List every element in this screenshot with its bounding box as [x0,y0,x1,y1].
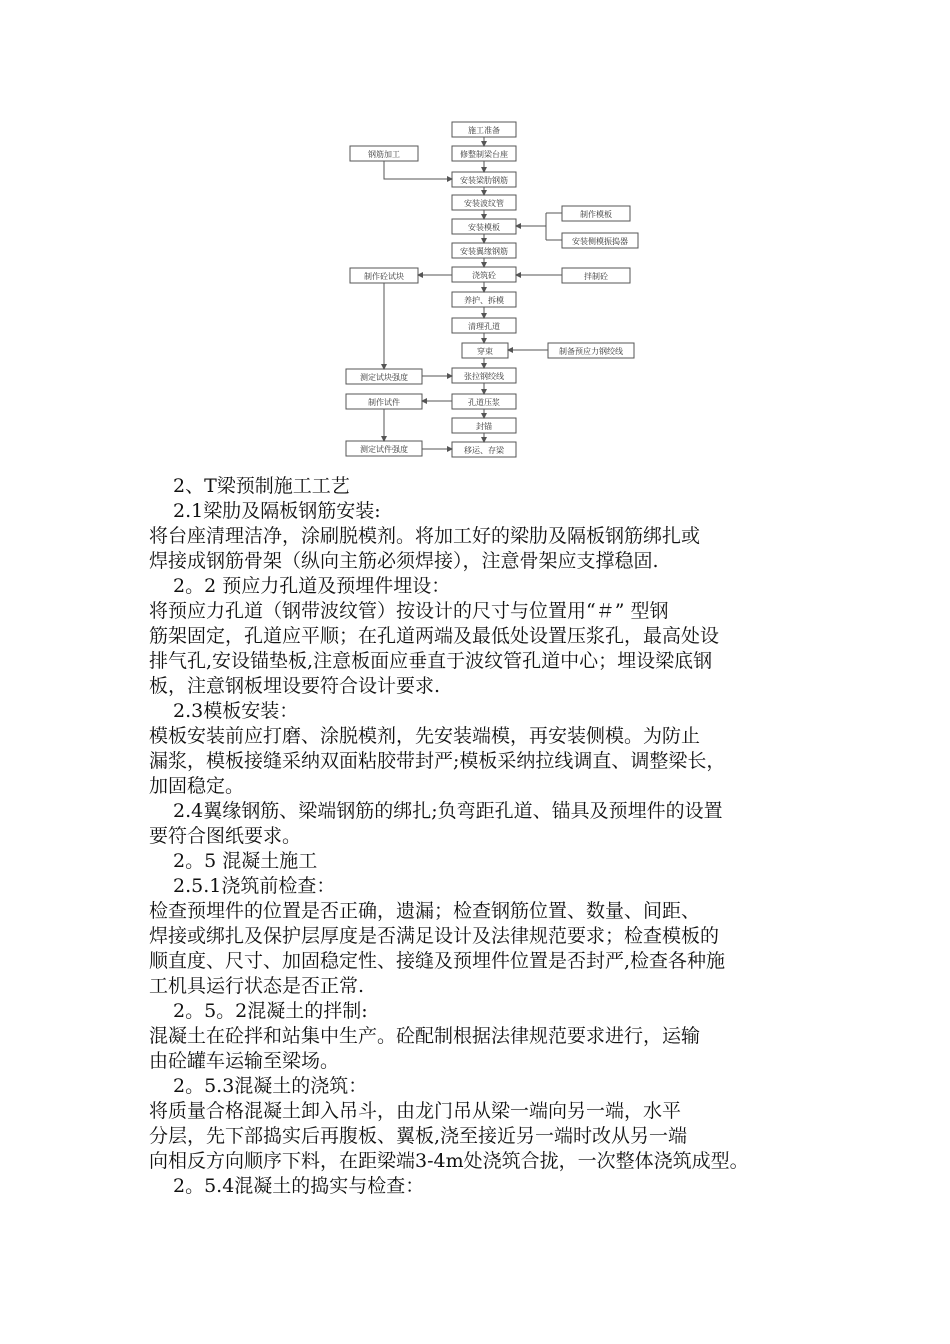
paragraph-line: 模板安装前应打磨、涂脱模剂，先安装端模，再安装侧模。为防止 [149,725,701,747]
paragraph-line: 将台座清理洁净，涂刷脱模剂。将加工好的梁肋及隔板钢筋绑扎或 [149,525,701,547]
right-node-3: 拌制砼 [584,272,608,281]
flow-node-12: 孔道压浆 [468,398,500,407]
document-body [149,474,813,1199]
paragraph-line: 检查预埋件的位置是否正确，遗漏；检查钢筋位置、数量、间距、 [149,900,701,922]
right-node-4: 制备预应力钢绞线 [559,347,623,356]
paragraph-line: 焊接成钢筋骨架（纵向主筋必须焊接），注意骨架应支撑稳固. [149,550,659,572]
right-process-column [548,206,638,358]
paragraph-line: 混凝土在砼拌和站集中生产。砼配制根据法律规范要求进行，运输 [149,1025,701,1047]
subsection-heading: 2.1梁肋及隔板钢筋安装: [173,500,381,522]
paragraph-line: 工机具运行状态是否正常. [149,975,365,997]
paragraph-line: 要符合图纸要求。 [149,825,302,847]
subsection-heading: 2。2 预应力孔道及预埋件埋设： [173,575,451,597]
right-node-2: 安装侧模振捣器 [572,237,628,246]
left-node-1: 钢筋加工 [368,150,400,159]
construction-flowchart [0,0,950,470]
paragraph-line: 加固稳定。 [149,775,245,797]
paragraph-line: 筋架固定，孔道应平顺；在孔道两端及最低处设置压浆孔，最高处设 [149,625,720,647]
subsection-heading: 2。5.3混凝土的浇筑： [173,1075,368,1097]
paragraph-line: 板，注意钢板埋设要符合设计要求. [149,675,441,697]
subsection-heading: 2。5。2混凝土的拌制: [173,1000,368,1022]
flow-node-6: 安装翼缘钢筋 [460,247,508,256]
subsection-heading: 2。5.4混凝土的捣实与检查： [173,1175,425,1197]
flow-node-11: 张拉钢绞线 [464,372,504,381]
flow-node-13: 封锚 [476,422,492,431]
paragraph-line: 焊接或绑扎及保护层厚度是否满足设计及法律规范要求；检查模板的 [149,925,720,947]
flow-node-5: 安装模板 [468,223,500,232]
paragraph-line: 将质量合格混凝土卸入吊斗，由龙门吊从梁一端向另一端，水平 [149,1100,682,1122]
subsection-heading: 2.5.1浇筑前检查： [173,875,336,897]
subsection-heading: 2。5 混凝土施工 [173,850,318,872]
left-node-2: 制作砼试块 [364,272,404,281]
flow-node-10: 穿束 [477,347,493,356]
subsection-heading: 2.4翼缘钢筋、梁端钢筋的绑扎;负弯距孔道、锚具及预埋件的设置 [173,800,723,822]
subsection-heading: 2.3模板安装： [173,700,299,722]
paragraph-line: 分层，先下部捣实后再腹板、翼板,浇至接近另一端时改从另一端 [149,1125,688,1147]
flow-node-9: 清理孔道 [468,322,500,331]
paragraph-line: 顺直度、尺寸、加固稳定性、接缝及预埋件位置是否封严,检查各种施 [149,950,726,972]
section-heading: 2、T梁预制施工工艺 [173,475,350,497]
flow-node-8: 养护、拆模 [464,296,504,305]
paragraph-line: 向相反方向顺序下料，在距梁端3-4m处浇筑合拢，一次整体浇筑成型。 [149,1150,749,1172]
flow-node-4: 安装波纹管 [464,199,504,208]
flow-node-14: 移运、存梁 [464,446,504,455]
left-node-3: 测定试块强度 [360,373,408,382]
left-node-5: 测定试件强度 [360,445,408,454]
flow-node-2: 修整制梁台座 [460,150,508,159]
paragraph-line: 漏浆，模板接缝采纳双面粘胶带封严;模板采纳拉线调直、调整梁长， [149,750,726,772]
paragraph-line: 将预应力孔道（钢带波纹管）按设计的尺寸与位置用“＃” 型钢 [149,600,669,622]
left-node-4: 制作试件 [368,398,400,407]
flow-node-7: 浇筑砼 [472,271,496,280]
flow-node-1: 施工准备 [468,126,500,135]
right-node-1: 制作模板 [580,210,612,219]
flow-node-3: 安装梁肋钢筋 [460,176,508,185]
paragraph-line: 由砼罐车运输至梁场。 [149,1050,340,1072]
paragraph-line: 排气孔,安设锚垫板,注意板面应垂直于波纹管孔道中心；埋设梁底钢 [149,650,713,672]
